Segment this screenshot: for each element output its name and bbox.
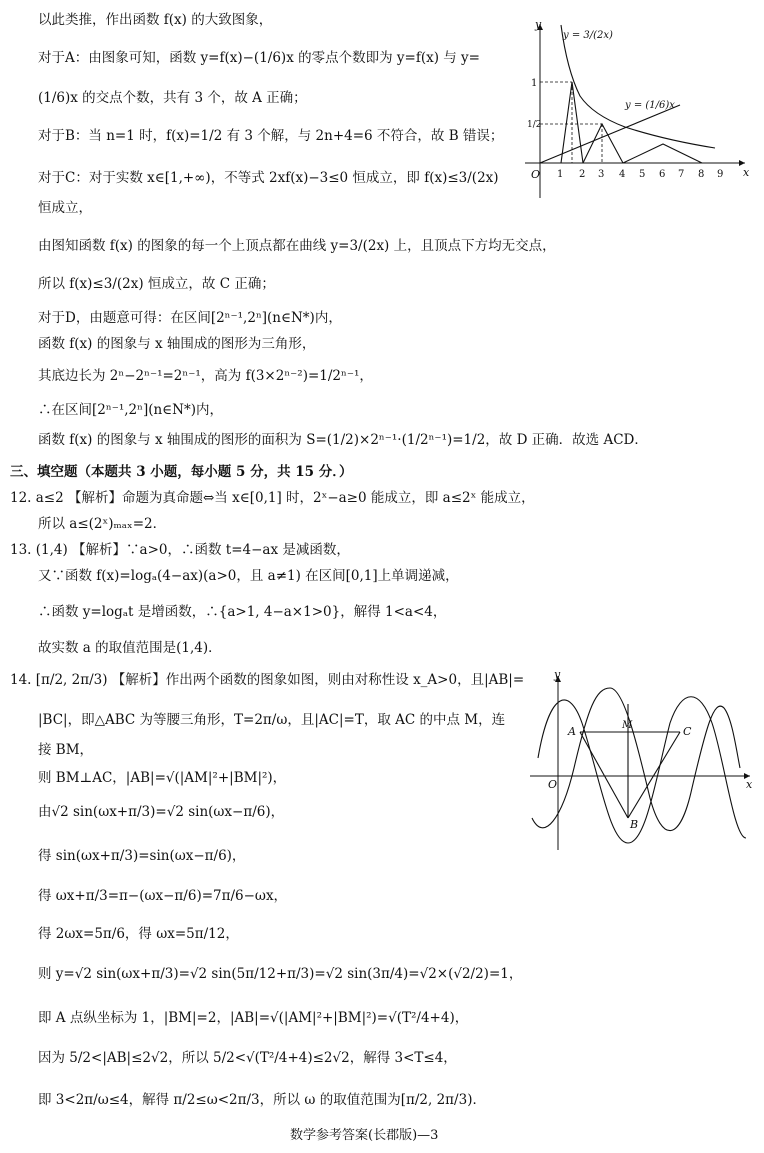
x-axis-label: x	[743, 166, 750, 179]
curve-label-line: y = (1/6)x	[625, 100, 675, 111]
text-line: 得 ωx+π/3=π−(ωx−π/6)=7π/6−ωx，	[38, 888, 288, 904]
text-line: 13. (1,4) 【解析】∵a>0，∴函数 t=4−ax 是减函数，	[10, 542, 350, 558]
text-line: ∴在区间[2ⁿ⁻¹,2ⁿ](n∈N*)内，	[38, 402, 224, 418]
graph-two-sine-functions	[510, 668, 760, 858]
y-tick-label: 1	[531, 78, 538, 89]
text-line: 其底边长为 2ⁿ−2ⁿ⁻¹=2ⁿ⁻¹，高为 f(3×2ⁿ⁻²)=1/2ⁿ⁻¹，	[38, 368, 373, 384]
text-line: 又∵函数 f(x)=logₐ(4−ax)(a>0，且 a≠1) 在区间[0,1]上单调递减，	[38, 568, 459, 584]
x-tick-label: 9	[717, 169, 724, 180]
text-line: 函数 f(x) 的图象与 x 轴围成的图形的面积为 S=(1/2)×2ⁿ⁻¹·(1/2ⁿ⁻¹)=1/2，故 D 正确．故选 ACD．	[38, 432, 648, 448]
x-tick-label: 8	[698, 169, 705, 180]
page-footer: 数学参考答案(长郡版)—3	[290, 1128, 439, 1143]
point-label-C: C	[683, 725, 692, 738]
segment-AB	[580, 732, 628, 818]
text-line: 得 2ωx=5π/6，得 ωx=5π/12，	[38, 926, 239, 942]
curve-hyperbola	[561, 25, 715, 148]
origin-label: O	[548, 778, 558, 791]
y-axis-label: y	[535, 18, 542, 31]
triangle-3	[623, 144, 702, 163]
point-label-B: B	[630, 818, 639, 831]
text-line: 12. a≤2 【解析】命题为真命题⇔当 x∈[0,1] 时，2ˣ−a≥0 能成立，即 a≤2ˣ 能成立，	[10, 490, 535, 506]
text-line: 所以 f(x)≤3/(2x) 恒成立，故 C 正确；	[38, 276, 275, 292]
text-line: 由图知函数 f(x) 的图象的每一个上顶点都在曲线 y=3/(2x) 上，且顶点下方均无交点，	[38, 238, 556, 254]
triangle-2	[583, 124, 623, 163]
text-line: 得 sin(ωx+π/3)=sin(ωx−π/6)，	[38, 848, 246, 864]
text-line: 对于C：对于实数 x∈[1,+∞)，不等式 2xf(x)−3≤0 恒成立，即 f(x)≤3/(2x)	[38, 170, 499, 186]
point-label-M: M	[622, 720, 633, 731]
text-line: ∴函数 y=logₐt 是增函数，∴{a>1, 4−a×1>0}，解得 1<a<4，	[38, 604, 447, 620]
text-line: 因为 5/2<|AB|≤2√2，所以 5/2<√(T²/4+4)≤2√2，解得 3<T≤4，	[38, 1050, 457, 1066]
x-tick-label: 5	[639, 169, 646, 180]
y-tick-label: 1/2	[527, 120, 542, 130]
x-axis-label: x	[746, 778, 753, 791]
text-line: 函数 f(x) 的图象与 x 轴围成的图形为三角形，	[38, 336, 316, 352]
text-line: 由√2 sin(ωx+π/3)=√2 sin(ωx−π/6)，	[38, 804, 285, 820]
y-axis-label: y	[554, 668, 561, 681]
text-line: 则 BM⊥AC，|AB|=√(|AM|²+|BM|²)，	[38, 770, 287, 786]
text-line: 则 y=√2 sin(ωx+π/3)=√2 sin(5π/12+π/3)=√2 sin(3π/4)=√2×(√2/2)=1，	[38, 966, 523, 982]
x-tick-label: 6	[659, 169, 666, 180]
text-line: 即 3<2π/ω≤4，解得 π/2≤ω<2π/3，所以 ω 的取值范围为[π/2, 2π/3)．	[38, 1092, 486, 1108]
text-line: 即 A 点纵坐标为 1，|BM|=2，|AB|=√(|AM|²+|BM|²)=√(T²/4+4)，	[38, 1010, 469, 1026]
x-tick-label: 2	[579, 169, 586, 180]
text-line: 故实数 a 的取值范围是(1,4)．	[38, 640, 222, 656]
graph-piecewise-function	[505, 10, 755, 205]
sine-curve-1	[538, 697, 746, 843]
text-line: 以此类推，作出函数 f(x) 的大致图象，	[38, 12, 273, 28]
line-y-x-over-6	[540, 105, 680, 163]
text-line: 14. [π/2, 2π/3) 【解析】作出两个函数的图象如图，则由对称性设 x_A>0，且|AB|=	[10, 672, 525, 688]
curve-label-hyperbola: y = 3/(2x)	[563, 30, 613, 41]
x-tick-label: 4	[619, 169, 626, 180]
section-heading: 三、填空题（本题共 3 小题，每小题 5 分，共 15 分．）	[10, 464, 353, 480]
text-line: 接 BM，	[38, 742, 94, 758]
origin-label: O	[531, 168, 541, 181]
segment-BC	[628, 732, 680, 818]
sine-curve-2	[532, 688, 740, 831]
point-label-A: A	[568, 725, 576, 738]
x-tick-label: 7	[678, 169, 685, 180]
x-tick-label: 3	[598, 169, 605, 180]
text-line: 所以 a≤(2ˣ)ₘₐₓ=2．	[38, 516, 167, 532]
x-tick-labels	[557, 169, 723, 180]
text-line: |BC|，即△ABC 为等腰三角形，T=2π/ω，且|AC|=T，取 AC 的中点 M，连	[38, 712, 506, 728]
text-line: (1/6)x 的交点个数，共有 3 个，故 A 正确；	[38, 90, 307, 106]
text-line: 对于A：由图象可知，函数 y=f(x)−(1/6)x 的零点个数即为 y=f(x) 与 y=	[38, 50, 480, 66]
text-line: 对于D，由题意可得：在区间[2ⁿ⁻¹,2ⁿ](n∈N*)内，	[38, 310, 342, 326]
text-line: 对于B：当 n=1 时，f(x)=1/2 有 3 个解，与 2n+4=6 不符合，故 B 错误；	[38, 128, 504, 144]
x-tick-label: 1	[557, 169, 564, 180]
text-line: 恒成立，	[38, 200, 92, 216]
